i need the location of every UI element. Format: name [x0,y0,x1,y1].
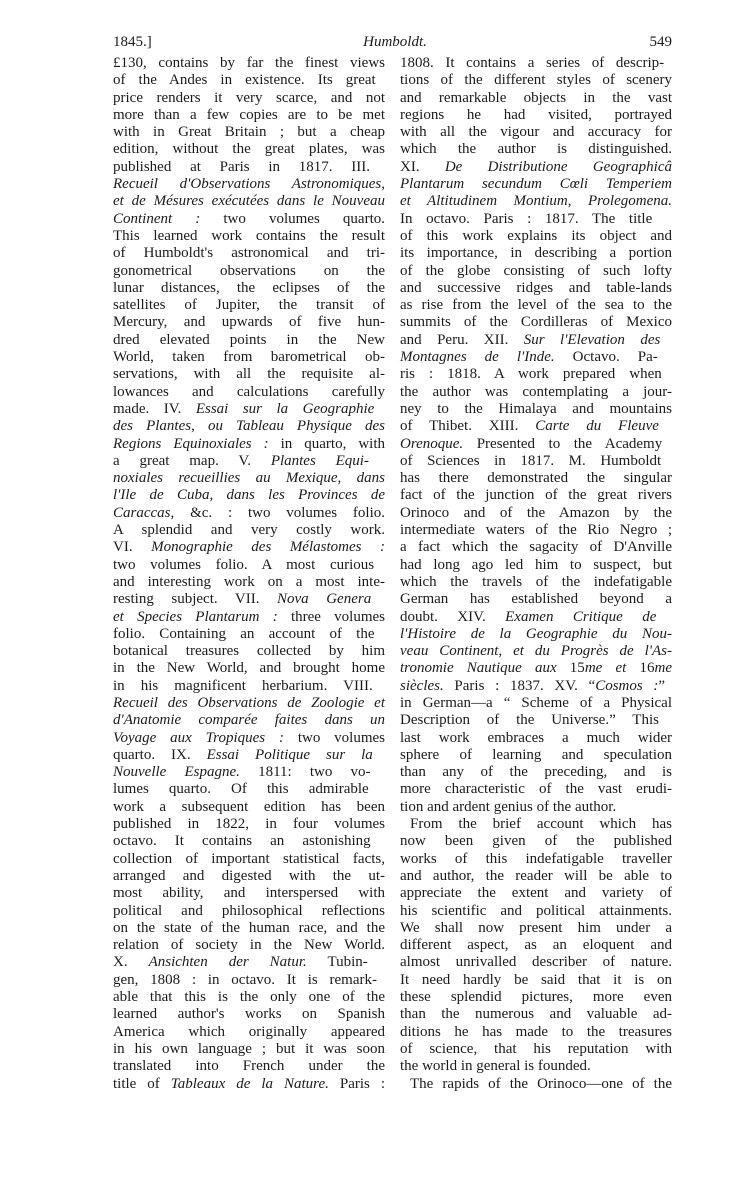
text-line [400,124,672,141]
text-line [400,799,672,816]
text-line [113,626,385,643]
text: and interesting work on a most inte- [113,573,385,590]
text: octavo. It contains an astonishing [113,833,371,850]
text: dred elevated points in the New [113,331,385,348]
text: translated into French under the [113,1058,385,1075]
text: learned author's works on Spanish [113,1006,385,1023]
text: quarto. IX. [113,746,207,763]
italic-text: et Species Plantarum : [113,608,278,625]
text: made. IV. [113,400,196,417]
text: work a subsequent edition has been [113,798,385,815]
text: German has established beyond a [400,591,672,608]
text-line [113,868,385,885]
text: ney to the Himalaya and mountains [400,400,672,417]
text-line [113,903,385,920]
text: in German—a “ Scheme of a Physical [400,694,672,711]
text-line [113,695,385,712]
text-line [113,712,385,729]
text-line [400,1058,672,1075]
text: edition, without the great plates, was [113,141,385,158]
text: of the globe consisting of such lofty [400,262,672,279]
italic-text: Montagnes de l'Inde. [400,349,555,366]
text: The rapids of the Orinoco—one of the [410,1075,672,1092]
text: in the New World, and brought home [113,660,385,677]
text-line [113,211,385,228]
text: lumes quarto. Of this admirable [113,781,369,798]
text-line [113,436,385,453]
italic-text: noxiales recueillies au Mexique, dans [113,470,385,487]
italic-text: Carte du Fleuve [535,418,659,435]
text-line [400,937,672,954]
text: appreciate the extent and variety of [400,885,672,902]
running-head-date: 1845.] [113,34,152,50]
text: botanical treasures collected by him [113,643,385,660]
text-line [400,141,672,158]
text: published in 1822, in four volumes [113,816,385,833]
text: fact of the junction of the great rivers [400,487,672,504]
text-line [400,280,672,297]
italic-text: et de Mésures exécutées dans le Nouveau [113,193,385,210]
text: as rise from the level of the sea to the [400,297,672,314]
italic-text: Recueil d'Observations Astronomiques, [113,176,385,193]
text-line [113,522,385,539]
text: title of [113,1075,171,1092]
text: tions of the different styles of scenery [400,72,672,89]
text-line [113,730,385,747]
right-column [400,55,672,1093]
italic-text: Tableaux de la Nature. [170,1075,329,1092]
text: three volumes [277,608,385,625]
text-line [113,1006,385,1023]
text: America which originally appeared [113,1023,385,1040]
text: almost unrivalled describer of nature. [400,954,672,971]
italic-text: et Altitudinem Montium [400,193,568,210]
italic-text: siècles. [400,677,444,694]
text-line [400,107,672,124]
text: 15 [556,660,585,677]
text: his scientific and political attainments. [400,902,672,919]
text-line [400,505,672,522]
text-line [400,297,672,314]
text-line [400,1006,672,1023]
text-line [113,799,385,816]
text: most ability, and interspersed with [113,885,385,902]
text-line [113,245,385,262]
italic-text: De Distributione Geographicâ [444,158,672,175]
text: in quarto, with [268,435,386,452]
text-line [400,781,672,798]
text-line [400,401,672,418]
text-line [113,72,385,89]
italic-text: Voyage aux Tropiques : [113,729,284,746]
text-line [113,574,385,591]
text-line [113,643,385,660]
italic-text: et du Progrès de l'As- [513,643,672,660]
left-column [113,55,385,1093]
italic-text: des Plantes [113,418,192,435]
text-line [400,55,672,72]
text: lowances and calculations carefully [113,383,385,400]
text-line [400,626,672,643]
text: In octavo. Paris : 1817. The title [400,210,653,227]
text: resting subject. VII. [113,591,277,608]
text-line [113,1076,385,1093]
text-line [113,781,385,798]
text: Orinoco and of the Amazon by the [400,504,672,521]
text-line [400,228,672,245]
text: and Peru. XII. [400,331,524,348]
text: political and philosophical reflections [113,902,385,919]
text: of Humboldt's astronomical and tri- [113,245,385,262]
text: satellites of Jupiter, the transit of [113,297,385,314]
text: , [567,193,588,210]
text-line [113,678,385,695]
text-line [113,954,385,971]
text: gen, 1808 : in octavo. It is remark- [113,971,377,988]
text-line [400,954,672,971]
text-line [400,314,672,331]
text-line [400,159,672,176]
italic-text: Orenoque. [400,435,464,452]
text-line [400,972,672,989]
text: has there demonstrated the singular [400,470,672,487]
text: ” [658,677,666,694]
text-line [113,366,385,383]
text: and successive ridges and table-lands [400,279,672,296]
text-line [400,764,672,781]
text-line [400,1041,672,1058]
text: on the state of the human race, and the [113,919,385,936]
italic-text: Caraccas [113,504,171,521]
text-line [400,591,672,608]
text-line [400,487,672,504]
text-line [400,920,672,937]
text-line [400,609,672,626]
italic-text: Prolegomena. [587,193,672,210]
italic-text: d'Anatomie comparée faites dans un [113,712,385,729]
text: , [209,487,227,504]
text-line [400,730,672,747]
text: and author, the reader will be able to [400,867,672,884]
text: which the travels of the indefatigable [400,573,672,590]
text: arranged and digested with the ut- [113,867,385,884]
italic-text: Nova Genera [277,591,372,608]
text-line [400,574,672,591]
text: different aspect, as an eloquent and [400,937,672,954]
text-line [400,539,672,556]
text-line [113,1024,385,1041]
text: the author was contemplating a jour- [400,383,672,400]
text: Octavo. Pa- [554,349,658,366]
text: a great map. V. [113,452,271,469]
italic-text: Continent : [113,210,201,227]
italic-text: Plantes Equi- [270,452,369,469]
text: had long ago led him to suspect, but [400,556,672,573]
text-line [400,193,672,210]
text: regions he had visited, portrayed [400,106,672,123]
text-line [113,332,385,349]
text: 1808. It contains a series of descrip- [400,55,665,71]
text: more than a few copies are to be met [113,106,385,123]
text-line [113,193,385,210]
text-line [400,660,672,677]
text: of the Andes in existence. Its great [113,72,376,89]
text: last work embraces a much wider [400,729,672,746]
text: works of this indefatigable traveller [400,850,672,867]
text: able that this is the only one of the [113,989,385,1006]
italic-text: Monographie des Mélastomes : [151,539,385,556]
text-line [400,332,672,349]
text: Paris : 1837. XV. “ [443,677,596,694]
text-line [400,816,672,833]
text-line [113,107,385,124]
text: of this work explains its object and [400,227,672,244]
text: its importance, in describing a portion [400,245,672,262]
text-line [113,124,385,141]
text: of Sciences in 1817. M. Humboldt [400,452,662,469]
text-line [400,211,672,228]
text: X. [113,954,149,971]
text: tion and ardent genius of the author. [400,798,617,815]
text: with in Great Britain ; but a cheap [113,124,385,141]
text: two volumes quarto. [200,210,385,227]
italic-text: l'Ile de Cuba [113,487,210,504]
text-line [400,989,672,1006]
italic-text: ou Tableau Physique des [207,418,385,435]
text-line [113,539,385,556]
text-line [400,349,672,366]
text-line [113,314,385,331]
text: folio. Containing an account of the [113,625,375,642]
text: , &c. : two volumes folio. [170,504,385,521]
text-line [400,851,672,868]
text: which the author is distinguished. [400,141,672,158]
text: these splendid pictures, more even [400,989,672,1006]
text-line [113,557,385,574]
text-line [113,885,385,902]
text: relation of society in the New World. [113,937,385,954]
text-line [400,453,672,470]
italic-text: Essai Politique sur la [206,746,373,763]
text-line [113,1058,385,1075]
text: From the brief account which has [410,816,672,833]
text-line [400,263,672,280]
text: summits of the Cordilleras of Mexico [400,314,672,331]
text-line [400,868,672,885]
text: than the numerous and valuable ad- [400,1006,672,1023]
text-line [400,712,672,729]
text: gonometrical observations on the [113,262,385,279]
text-line [400,695,672,712]
text-line [113,937,385,954]
text-line [113,764,385,781]
text: ditions he has made to the treasures [400,1023,672,1040]
text-line [113,141,385,158]
italic-text: Cosmos : [595,677,659,694]
text: lunar distances, the eclipses of the [113,279,385,296]
italic-text: tronomie Nautique aux [400,660,557,677]
text-line [113,176,385,193]
text: Mercury, and upwards of five hun- [113,314,385,331]
text-line [400,470,672,487]
text: now been given of the published [400,833,672,850]
text-line [400,72,672,89]
text: 16 [626,660,655,677]
text-line [113,609,385,626]
text-line [400,678,672,695]
text-line [113,747,385,764]
text-line [113,280,385,297]
text-line [400,176,672,193]
text-line [113,816,385,833]
italic-text: l'Histoire de la Geographie du Nou- [400,625,672,642]
text-line [400,1024,672,1041]
text: We shall now present him under a [400,919,672,936]
text-line [400,833,672,850]
text-line [113,453,385,470]
text-line [113,660,385,677]
text-line [113,401,385,418]
text: in his own language ; but it was soon [113,1040,385,1057]
text: ris : 1818. A work prepared when [400,366,662,383]
text-line [400,643,672,660]
text: XI. [400,158,445,175]
text-line [400,384,672,401]
text: published at Paris in 1817. III. [113,158,371,175]
italic-text: Plantarum secundum Cœli Temperiem [400,176,672,193]
text: Description of the Universe.” This [400,712,659,729]
text: Presented to the Academy [463,435,663,452]
italic-text: veau Continent [400,643,499,660]
text-line [113,263,385,280]
text: Paris : [328,1075,386,1092]
text: and remarkable objects in the vast [400,89,672,106]
text-line [113,90,385,107]
text-line [113,591,385,608]
text-line [113,972,385,989]
text-line [113,55,385,72]
text: two volumes folio. A most curious [113,556,375,573]
text: £130, contains by far the finest views [113,55,385,71]
text: sphere of learning and speculation [400,746,672,763]
text-line [113,470,385,487]
italic-text: me [654,660,672,677]
italic-text: Recueil des Observations de Zoologie et [113,694,385,711]
text-line [400,522,672,539]
running-head-title: Humboldt. [363,34,427,50]
text-line [400,903,672,920]
text: intermediate waters of the Rio Negro ; [400,522,672,539]
text: the world in general is founded. [400,1058,591,1075]
text: World, taken from barometrical ob- [113,349,385,366]
text: doubt. XIV. [400,608,506,625]
text: Tubin- [306,954,368,971]
text-line [400,1076,672,1093]
italic-text: Regions Equinoxiales : [113,435,269,452]
italic-text: Nouvelle Espagne. [113,764,240,781]
text: collection of important statistical facts, [113,850,385,867]
italic-text: Essai sur la Geographie [195,400,375,417]
page-number: 549 [649,34,672,50]
text: It need hardly be said that it is on [400,971,672,988]
text: 1811: two vo- [239,764,371,781]
italic-text: Sur l'Elevation des [523,331,661,348]
text-line [400,747,672,764]
text: than any of the preceding, and is [400,764,672,781]
text-line [113,418,385,435]
text-line [113,228,385,245]
text: in his magnificent herbarium. VIII. [113,677,373,694]
text-line [113,297,385,314]
text: , [191,418,208,435]
text: of Thibet. XIII. [400,418,536,435]
text-line [113,851,385,868]
text: with all the vigour and accuracy for [400,124,672,141]
text: servations, with all the requisite al- [113,366,385,383]
text-line [113,989,385,1006]
italic-text: Ansichten der Natur. [148,954,307,971]
text-line [113,833,385,850]
text: VI. [113,539,152,556]
text-line [400,436,672,453]
text-line [113,384,385,401]
italic-text: Examen Critique de [505,608,657,625]
text-line [400,557,672,574]
text-line [113,1041,385,1058]
text-line [113,349,385,366]
text-line [400,418,672,435]
text: , [498,643,514,660]
text-line [400,90,672,107]
text: price renders it very scarce, and not [113,89,385,106]
italic-text: me et [584,660,627,677]
text: a fact which the sagacity of D'Anville [400,539,672,556]
text-line [400,245,672,262]
text: A splendid and very costly work. [113,522,385,539]
text-line [113,920,385,937]
text-line [400,885,672,902]
text: more characteristic of the vast erudi- [400,781,672,798]
text-line [113,159,385,176]
italic-text: dans les Provinces de [226,487,386,504]
text-line [113,505,385,522]
text-line [400,366,672,383]
text: two volumes [283,729,385,746]
text-line [113,487,385,504]
text: of science, that his reputation with [400,1040,672,1057]
text: This learned work contains the result [113,227,385,244]
